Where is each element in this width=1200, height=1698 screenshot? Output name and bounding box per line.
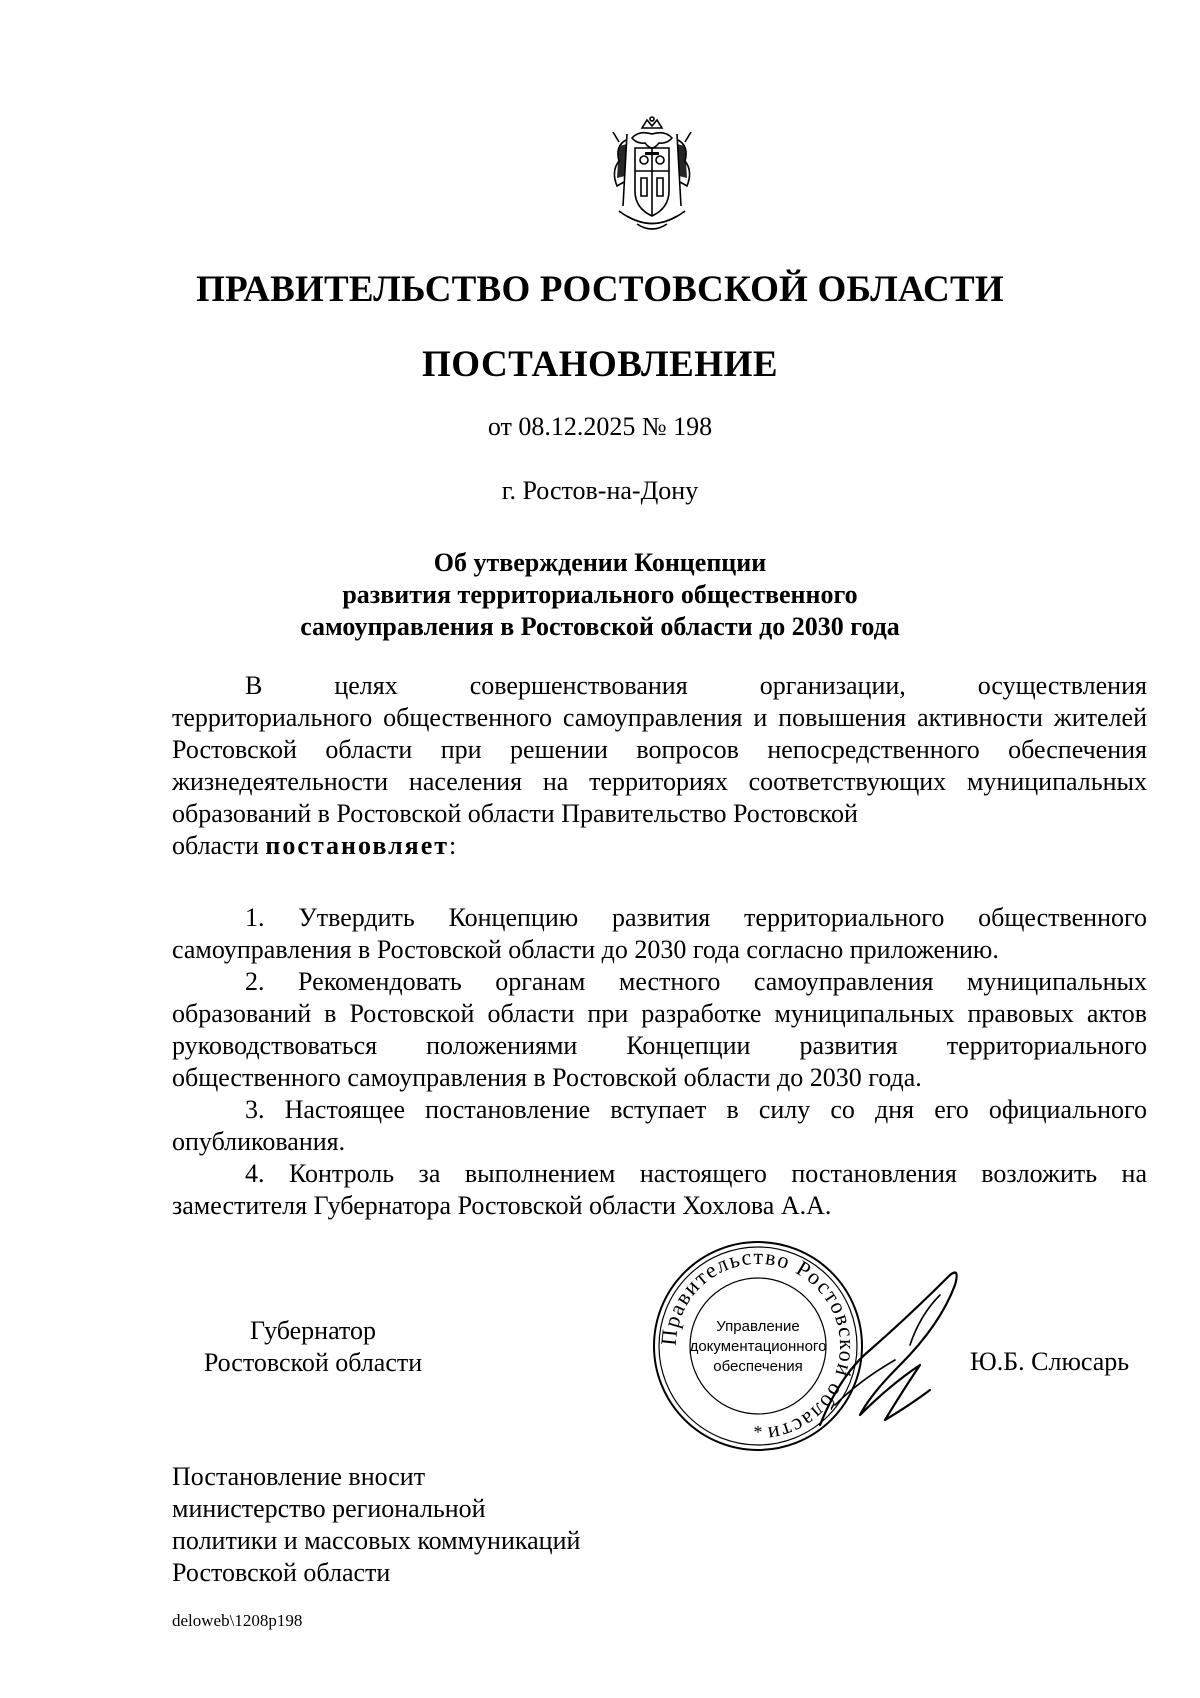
- seal-star: *: [753, 1422, 763, 1442]
- preamble-tail-suffix: :: [449, 831, 457, 860]
- submitter-block: [172, 1461, 580, 1589]
- resolution-item: 1. Утвердить Концепцию развития территориального общественного самоуправления в Ростовской области до 2030 года согласно приложению.: [172, 903, 1147, 964]
- resolution-items: [172, 902, 1147, 1222]
- resolution-item: 2. Рекомендовать органам местного самоуправления муниципальных образований в Ростовской области при разработке муниципальных правовых актов руководствоваться положениями Концепции развития территориального общественного самоуправления в Ростовской области до 2030 года.: [172, 967, 1147, 1092]
- document-date-number: от 08.12.2025 № 198: [487, 412, 713, 441]
- resolution-item: 3. Настоящее постановление вступает в силу со дня его официального опубликования.: [172, 1095, 1147, 1156]
- signatory-position: [178, 1315, 448, 1379]
- government-title: ПРАВИТЕЛЬСТВО РОСТОВСКОЙ ОБЛАСТИ: [196, 269, 1004, 310]
- subject-line: Об утверждении Концепции: [433, 548, 767, 577]
- document-subject: [0, 547, 1200, 643]
- preamble-word: совершенствования: [469, 671, 688, 700]
- coat-of-arms-icon: [597, 116, 707, 241]
- preamble-first-line: [172, 670, 1147, 702]
- signatory-position-line: Ростовской области: [203, 1348, 423, 1377]
- resolves-keyword: постановляет: [265, 831, 450, 860]
- file-code: deloweb\1208p198: [172, 1611, 303, 1630]
- preamble-word: осуществления: [977, 671, 1147, 700]
- submitter-line: политики и массовых коммуникаций: [172, 1526, 581, 1555]
- seal-ring-textpath: Правительство Ростовской области: [655, 1243, 861, 1448]
- seal-center-line: Управление: [716, 1318, 800, 1335]
- preamble-tail: [172, 830, 1147, 862]
- submitter-line: Постановление вносит: [172, 1462, 426, 1491]
- resolution-item: 4. Контроль за выполнением настоящего постановления возложить на заместителя Губернатора Ростовской области Хохлова А.А.: [172, 1159, 1147, 1220]
- signatory-name: Ю.Б. Слюсарь: [970, 1347, 1130, 1376]
- signatory-position-line: Губернатор: [250, 1316, 376, 1345]
- subject-line: самоуправления в Ростовской области до 2030 года: [300, 612, 900, 641]
- document-city: г. Ростов-на-Дону: [501, 476, 699, 505]
- handwritten-signature: [800, 1255, 980, 1445]
- preamble-word: организации,: [759, 671, 906, 700]
- preamble-text: территориального общественного самоуправления и повышения активности жителей Ростовской области при решении вопросов непосредственного обеспечения жизнедеятельности населения на территориях соответствующих муниципальных образований в Ростовской области Правительство Ростовской: [172, 703, 1147, 828]
- document-type-title: ПОСТАНОВЛЕНИЕ: [421, 344, 779, 385]
- preamble-paragraph: [172, 670, 1147, 862]
- submitter-line: министерство региональной: [172, 1494, 486, 1523]
- subject-line: развития территориального общественного: [342, 580, 858, 609]
- seal-center-line: обеспечения: [713, 1358, 803, 1375]
- submitter-line: Ростовской области: [172, 1558, 391, 1587]
- seal-center-line: документационного: [689, 1338, 827, 1355]
- preamble-word: В: [245, 671, 263, 700]
- preamble-tail-prefix: области: [172, 831, 266, 860]
- preamble-word: целях: [334, 671, 398, 700]
